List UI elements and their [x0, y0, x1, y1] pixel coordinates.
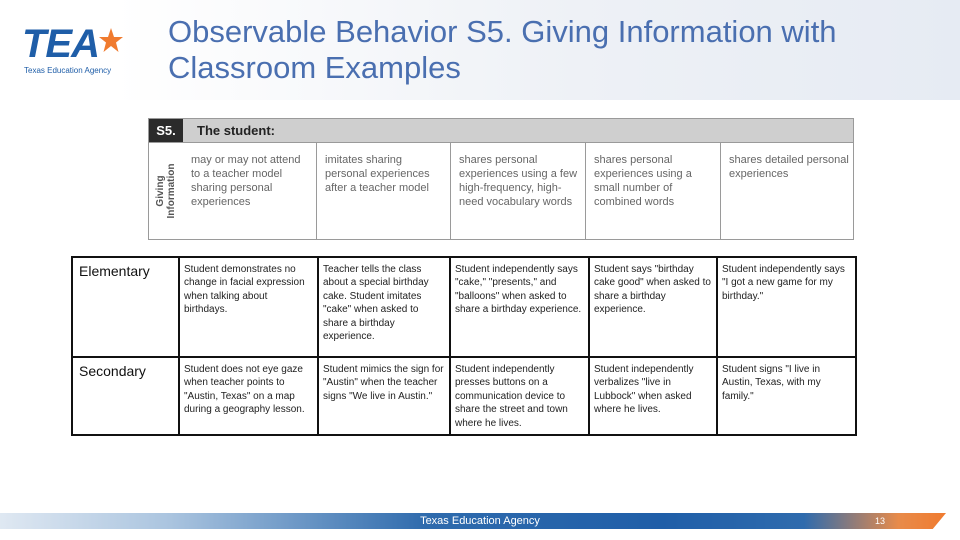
rubric-header [149, 119, 853, 143]
tea-logo [22, 24, 132, 78]
logo-subtitle: Texas Education Agency [24, 66, 112, 75]
table-cell: Student independently presses buttons on a communication device to share the street and town where he lives. [450, 357, 589, 435]
table-cell: Student does not eye gaze when teacher points to "Austin, Texas" on a map during a geography lesson. [179, 357, 318, 435]
row-level-label: Secondary [72, 357, 179, 435]
rubric-code: S5. [149, 119, 183, 142]
star-icon [98, 27, 124, 53]
rubric-level-5: shares detailed personal experiences [720, 143, 853, 239]
rubric-image [148, 118, 854, 240]
rubric-level-3: shares personal experiences using a few high-frequency, high-need vocabulary words [450, 143, 585, 239]
rubric-level-2: imitates sharing personal experiences after a teacher model [316, 143, 450, 239]
table-cell: Student independently says "cake," "presents," and "balloons" when asked to share a birthday experience. [450, 257, 589, 357]
table-cell: Student mimics the sign for "Austin" when the teacher signs "We live in Austin." [318, 357, 450, 435]
table-row [72, 257, 856, 357]
row-level-label: Elementary [72, 257, 179, 357]
slide-title: Observable Behavior S5. Giving Information with Classroom Examples [168, 14, 837, 85]
table-cell: Student signs "I live in Austin, Texas, with my family." [717, 357, 856, 435]
table-row [72, 357, 856, 435]
table-cell: Student says "birthday cake good" when asked to share a birthday experience. [589, 257, 717, 357]
table-cell: Student independently verbalizes "live in Lubbock" when asked where he lives. [589, 357, 717, 435]
page-number: 13 [874, 516, 885, 526]
table-cell: Teacher tells the class about a special birthday cake. Student imitates "cake" when asked to share a birthday experience. [318, 257, 450, 357]
rubric-side-line2: Information [166, 163, 177, 219]
table-cell: Student independently says "I got a new game for my birthday." [717, 257, 856, 357]
rubric-side-line1: Giving [155, 175, 166, 207]
rubric-student-label: The student: [197, 123, 275, 138]
footer-text: Texas Education Agency [420, 515, 540, 527]
examples-table [71, 256, 857, 436]
rubric-level-1: may or may not attend to a teacher model sharing personal experiences [191, 154, 301, 208]
rubric-side-label [149, 143, 183, 239]
logo-mark: TEA [22, 22, 99, 66]
table-cell: Student demonstrates no change in facial expression when talking about birthdays. [179, 257, 318, 357]
rubric-level-4: shares personal experiences using a small number of combined words [585, 143, 720, 239]
